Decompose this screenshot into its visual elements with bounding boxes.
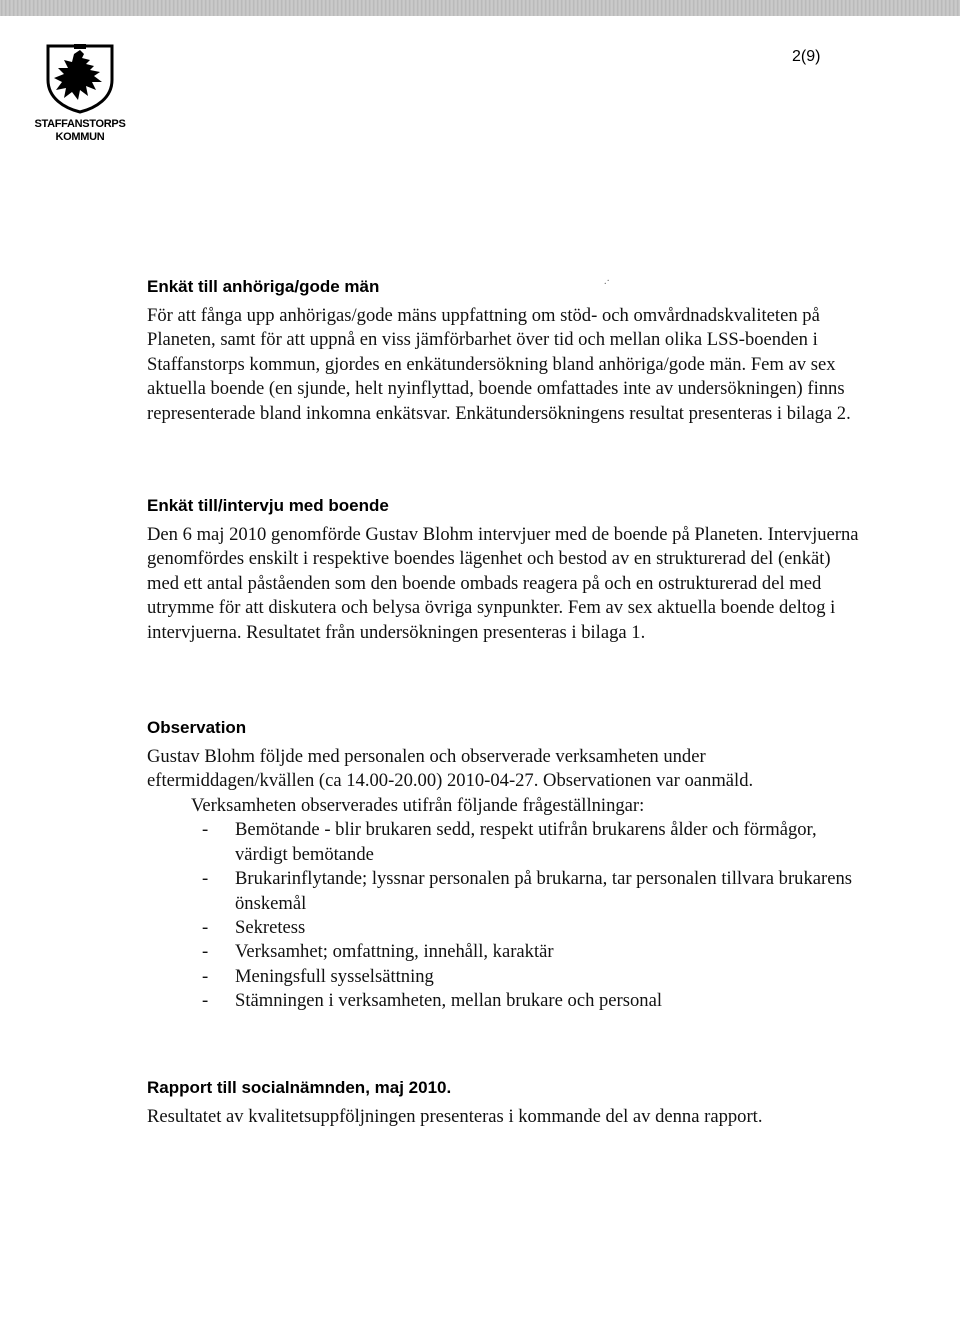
list-item-text: Meningsfull sysselsättning (235, 965, 434, 987)
list-item (202, 818, 867, 867)
section-survey-residents (147, 495, 867, 645)
municipality-name-line1: STAFFANSTORPS (34, 118, 126, 130)
list-item-text: Bemötande - blir brukaren sedd, respekt utifrån brukarens ålder och förmågor, värdigt bemötande (235, 819, 817, 865)
scan-speck: .· (604, 276, 610, 287)
document-body (147, 276, 867, 1129)
scan-artifact-bar (0, 0, 960, 16)
page-number: 2(9) (792, 48, 821, 65)
section-paragraph: Gustav Blohm följde med personalen och observerade verksamheten under eftermiddagen/kvällen (ca 14.00-20.00) 2010-04-27. Observationen var oanmäld. (147, 746, 754, 792)
section-heading: Observation (147, 718, 247, 738)
section-observation (147, 717, 867, 1013)
section-survey-relatives (147, 276, 867, 426)
list-marker: - (202, 916, 209, 938)
list-item-text: Brukarinflytande; lyssnar personalen på brukarna, tar personalen tillvara brukarens önskemål (235, 868, 852, 914)
list-marker: - (202, 990, 209, 1012)
list-item-text: Verksamhet; omfattning, innehåll, karaktär (235, 941, 554, 963)
list-marker: - (202, 819, 209, 841)
list-item-text: Sekretess (235, 916, 306, 938)
list-item (202, 989, 867, 1013)
list-item (202, 916, 867, 940)
list-marker: - (202, 941, 209, 963)
question-list (147, 818, 867, 1013)
section-paragraph: Den 6 maj 2010 genomförde Gustav Blohm intervjuer med de boende på Planeten. Intervjuerna genomfördes enskilt i respektive boendes lägenhet och bestod av en strukturerad del (enkät) med ett antal påståenden som den boende ombads reagera på och en ostrukturerad del med utrymme för att diskutera och belysa övriga synpunkter. Fem av sex aktuella boende deltog i intervjuerna. Resultatet från undersökningen presenteras i bilaga 1. (147, 524, 859, 643)
section-heading: Enkät till/intervju med boende (147, 496, 389, 516)
list-item (202, 867, 867, 916)
coat-of-arms-griffin-icon (44, 40, 116, 114)
list-item (202, 940, 867, 964)
municipality-name-line2: KOMMUN (55, 131, 105, 143)
section-heading: Enkät till anhöriga/gode män (147, 277, 380, 296)
section-heading: Rapport till socialnämnden, maj 2010. (147, 1077, 452, 1097)
section-paragraph: Resultatet av kvalitetsuppföljningen presenteras i kommande del av denna rapport. (147, 1105, 763, 1127)
section-report (147, 1077, 867, 1129)
list-item (202, 965, 867, 989)
list-item-text: Stämningen i verksamheten, mellan brukare och personal (235, 990, 663, 1012)
list-marker: - (202, 868, 209, 890)
list-marker: - (202, 965, 209, 987)
list-intro: Verksamheten observerades utifrån följande frågeställningar: (191, 794, 645, 816)
municipality-logo (24, 40, 136, 144)
municipality-name (24, 118, 136, 144)
section-paragraph: För att fånga upp anhörigas/gode mäns uppfattning om stöd- och omvårdnadskvaliteten på Planeten, samt för att uppnå en viss jämförbarhet över tid och mellan olika LSS-boenden i Staffanstorps kommun, gjordes en enkätundersökning bland anhöriga/gode män. Fem av sex aktuella boende (en sjunde, helt nyinflyttad, boende omfattades inte av undersökningen) finns representerade bland inkomna enkätsvar. Enkätundersökningens resultat presenteras i bilaga 2. (147, 305, 851, 424)
